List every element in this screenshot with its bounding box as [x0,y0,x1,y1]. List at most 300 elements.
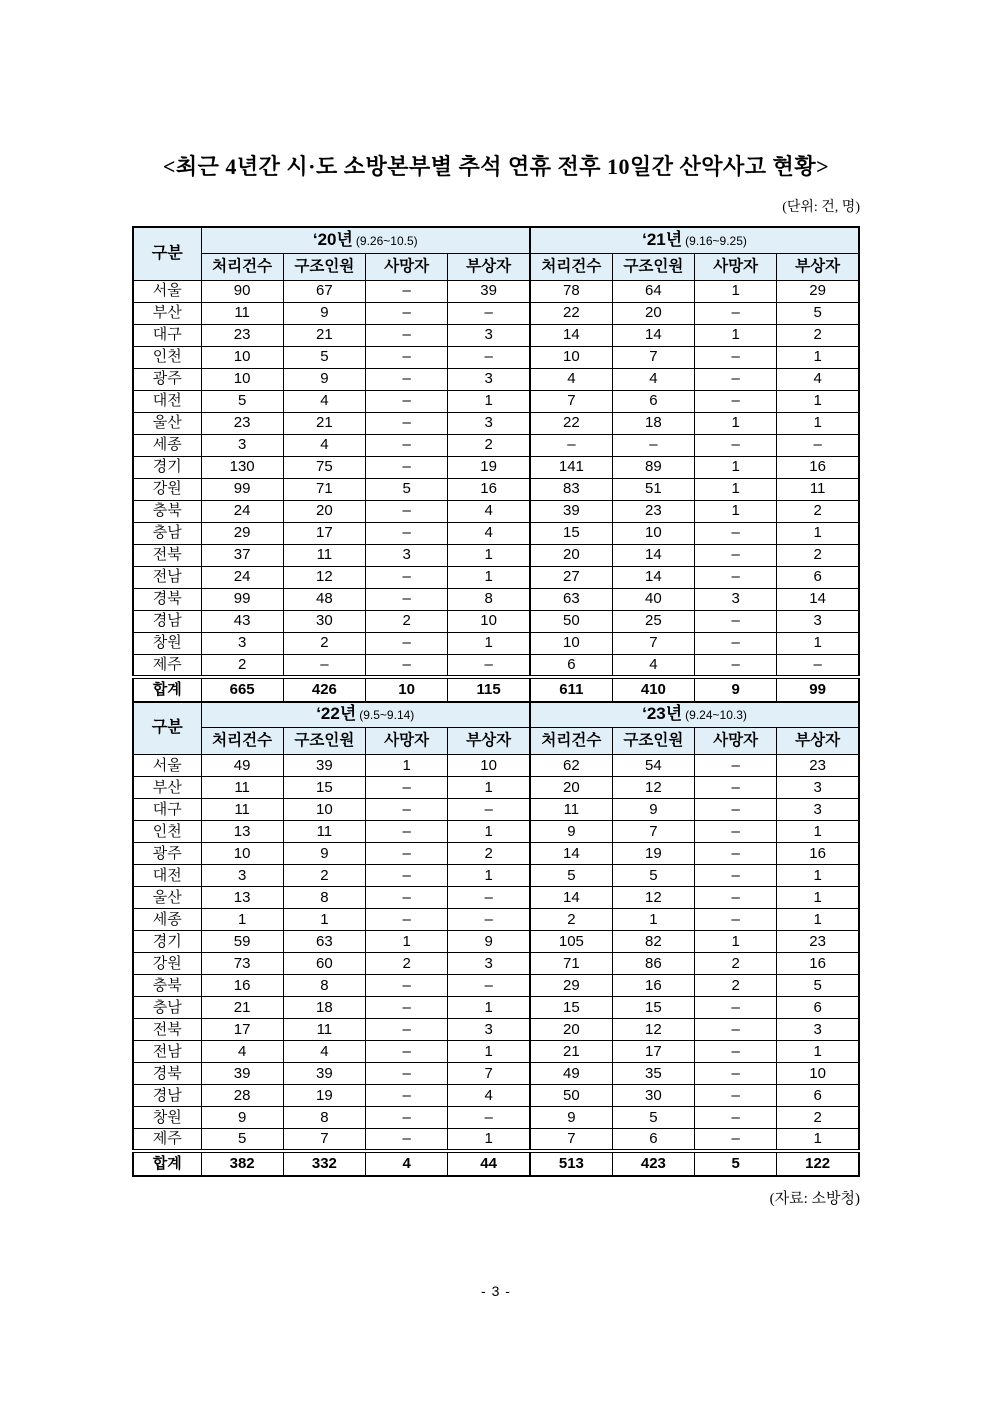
value-cell: 141 [530,456,612,478]
value-cell: 16 [777,843,859,865]
value-cell: 2 [201,654,283,677]
table-row [133,390,859,412]
source-note: (자료: 소방청) [769,1191,860,1207]
region-cell: 경기 [133,931,201,953]
value-cell: 2 [448,843,530,865]
content-area [132,196,860,1208]
value-cell: – [695,1019,777,1041]
value-cell: 24 [201,500,283,522]
year-header-row [133,227,859,253]
region-cell: 경남 [133,610,201,632]
value-cell: 7 [612,821,694,843]
value-cell: 21 [201,997,283,1019]
value-cell: 3 [201,632,283,654]
year-label: ‘22년 [316,704,357,724]
value-cell: 54 [612,755,694,777]
value-cell: 23 [777,755,859,777]
value-cell: – [695,522,777,544]
col-header-rescued: 구조인원 [283,728,365,755]
table-row [133,522,859,544]
value-cell: 1 [448,1129,530,1152]
region-cell: 충북 [133,500,201,522]
table-section-20-21 [133,227,859,702]
value-cell: – [366,1041,448,1063]
value-cell: – [448,909,530,931]
value-cell: – [695,368,777,390]
col-header-rescued: 구조인원 [283,253,365,280]
table-row [133,975,859,997]
value-cell: 22 [530,302,612,324]
value-cell: – [366,302,448,324]
value-cell: – [695,843,777,865]
value-cell: 22 [530,412,612,434]
table-row [133,777,859,799]
value-cell: 1 [612,909,694,931]
value-cell: 10 [201,368,283,390]
region-cell: 경북 [133,588,201,610]
total-value-cell: 115 [448,677,530,702]
value-cell: 2 [283,865,365,887]
value-cell: 14 [612,566,694,588]
value-cell: 15 [530,522,612,544]
table-section-22-23 [133,702,859,1177]
year-header-2022 [201,702,530,728]
value-cell: – [695,302,777,324]
value-cell: 12 [612,777,694,799]
table-row [133,566,859,588]
value-cell: 19 [283,1085,365,1107]
year-range: (9.16~9.25) [685,233,747,248]
region-cell: 세종 [133,909,201,931]
table-row [133,456,859,478]
value-cell: 10 [777,1063,859,1085]
value-cell: 11 [777,478,859,500]
value-cell: 1 [695,478,777,500]
value-cell: 37 [201,544,283,566]
value-cell: – [366,1129,448,1152]
region-cell: 경기 [133,456,201,478]
value-cell: 14 [530,887,612,909]
value-cell: 8 [283,1107,365,1129]
value-cell: 39 [283,755,365,777]
value-cell: 2 [777,500,859,522]
value-cell: 5 [366,478,448,500]
value-cell: – [366,997,448,1019]
value-cell: – [366,1085,448,1107]
table-row [133,280,859,302]
region-cell: 전남 [133,1041,201,1063]
value-cell: 35 [612,1063,694,1085]
value-cell: 3 [448,953,530,975]
value-cell: – [366,522,448,544]
year-header-2020 [201,227,530,253]
year-range: (9.26~10.5) [355,233,418,248]
total-value-cell: 332 [283,1151,365,1176]
region-cell: 충북 [133,975,201,997]
value-cell: – [448,887,530,909]
total-value-cell: 10 [366,677,448,702]
value-cell: – [695,887,777,909]
value-cell: 14 [612,324,694,346]
value-cell: 15 [612,997,694,1019]
value-cell: – [366,909,448,931]
total-value-cell: 5 [695,1151,777,1176]
value-cell: – [695,1107,777,1129]
value-cell: – [366,1107,448,1129]
value-cell: – [695,1085,777,1107]
value-cell: 1 [695,324,777,346]
value-cell: 4 [448,522,530,544]
value-cell: 15 [283,777,365,799]
value-cell: 12 [612,887,694,909]
value-cell: 16 [448,478,530,500]
table-row [133,1041,859,1063]
col-header-cases: 처리건수 [530,728,612,755]
value-cell: – [366,368,448,390]
table-row [133,1063,859,1085]
value-cell: 9 [283,302,365,324]
region-cell: 세종 [133,434,201,456]
value-cell: – [366,588,448,610]
value-cell: 3 [777,1019,859,1041]
value-cell: 1 [366,755,448,777]
region-cell: 서울 [133,280,201,302]
value-cell: 2 [777,1107,859,1129]
value-cell: 99 [201,478,283,500]
value-cell: 10 [448,755,530,777]
value-cell: 21 [283,412,365,434]
region-cell: 광주 [133,843,201,865]
region-cell: 부산 [133,302,201,324]
value-cell: 4 [448,1085,530,1107]
region-cell: 충남 [133,522,201,544]
value-cell: – [366,456,448,478]
value-cell: 20 [283,500,365,522]
value-cell: – [448,654,530,677]
table-row [133,997,859,1019]
value-cell: 1 [777,390,859,412]
region-cell: 대전 [133,390,201,412]
value-cell: 5 [777,975,859,997]
value-cell: 1 [777,632,859,654]
value-cell: 10 [283,799,365,821]
total-value-cell: 426 [283,677,365,702]
value-cell: 4 [448,500,530,522]
table-row [133,909,859,931]
value-cell: – [366,390,448,412]
value-cell: – [695,390,777,412]
value-cell: 23 [201,412,283,434]
value-cell: 4 [283,1041,365,1063]
value-cell: 83 [530,478,612,500]
value-cell: – [366,632,448,654]
value-cell: 15 [530,997,612,1019]
column-header-row [133,728,859,755]
value-cell: 89 [612,456,694,478]
value-cell: 1 [448,632,530,654]
value-cell: 3 [448,412,530,434]
value-cell: – [366,799,448,821]
col-header-injured: 부상자 [777,253,859,280]
value-cell: – [366,975,448,997]
value-cell: 1 [448,997,530,1019]
value-cell: 1 [448,821,530,843]
value-cell: 6 [612,1129,694,1152]
value-cell: 9 [201,1107,283,1129]
value-cell: 1 [695,280,777,302]
value-cell: 10 [530,632,612,654]
total-value-cell: 382 [201,1151,283,1176]
value-cell: 5 [283,346,365,368]
value-cell: 9 [448,931,530,953]
value-cell: 14 [777,588,859,610]
value-cell: – [366,887,448,909]
value-cell: 5 [530,865,612,887]
value-cell: 2 [366,953,448,975]
value-cell: 2 [283,632,365,654]
table-row [133,1107,859,1129]
value-cell: 51 [612,478,694,500]
value-cell: 30 [283,610,365,632]
region-cell: 울산 [133,887,201,909]
table-row [133,544,859,566]
total-value-cell: 44 [448,1151,530,1176]
value-cell: 11 [201,302,283,324]
value-cell: 49 [201,755,283,777]
value-cell: 1 [695,456,777,478]
value-cell: 1 [777,865,859,887]
value-cell: – [695,1129,777,1152]
year-label: ‘21년 [642,229,683,249]
value-cell: 3 [777,799,859,821]
value-cell: 4 [777,368,859,390]
value-cell: 30 [612,1085,694,1107]
col-header-deaths: 사망자 [695,728,777,755]
value-cell: 9 [283,368,365,390]
value-cell: 5 [612,1107,694,1129]
value-cell: 5 [612,865,694,887]
value-cell: 1 [777,821,859,843]
table-row [133,346,859,368]
region-cell: 강원 [133,953,201,975]
value-cell: 1 [777,522,859,544]
value-cell: 29 [201,522,283,544]
region-cell: 광주 [133,368,201,390]
col-header-injured: 부상자 [448,253,530,280]
value-cell: – [695,1041,777,1063]
value-cell: 105 [530,931,612,953]
value-cell: 2 [695,975,777,997]
table-row [133,632,859,654]
value-cell: 11 [283,544,365,566]
value-cell: 63 [530,588,612,610]
value-cell: 12 [612,1019,694,1041]
region-cell: 강원 [133,478,201,500]
value-cell: 17 [612,1041,694,1063]
value-cell: 27 [530,566,612,588]
total-value-cell: 99 [777,677,859,702]
value-cell: – [695,1063,777,1085]
year-range: (9.24~10.3) [685,708,747,723]
value-cell: 11 [201,777,283,799]
table-row [133,610,859,632]
region-cell: 울산 [133,412,201,434]
value-cell: 3 [448,1019,530,1041]
value-cell: 40 [612,588,694,610]
value-cell: – [366,1063,448,1085]
value-cell: 19 [448,456,530,478]
value-cell: 2 [695,953,777,975]
region-cell: 전북 [133,544,201,566]
value-cell: – [695,544,777,566]
value-cell: – [695,799,777,821]
region-cell: 부산 [133,777,201,799]
value-cell: 78 [530,280,612,302]
value-cell: – [366,434,448,456]
column-header-row [133,253,859,280]
total-value-cell: 9 [695,677,777,702]
table-row [133,887,859,909]
value-cell: 8 [283,975,365,997]
value-cell: 71 [283,478,365,500]
value-cell: 60 [283,953,365,975]
value-cell: 48 [283,588,365,610]
region-cell: 충남 [133,997,201,1019]
region-cell: 인천 [133,821,201,843]
value-cell: – [695,909,777,931]
col-header-cases: 처리건수 [201,253,283,280]
value-cell: 3 [777,777,859,799]
col-header-deaths: 사망자 [366,253,448,280]
total-label-cell: 합계 [133,1151,201,1176]
value-cell: 1 [777,412,859,434]
value-cell: 9 [283,843,365,865]
value-cell: – [366,777,448,799]
value-cell: 20 [530,1019,612,1041]
value-cell: 1 [777,909,859,931]
value-cell: 7 [530,1129,612,1152]
value-cell: 62 [530,755,612,777]
table-row [133,799,859,821]
value-cell: – [695,610,777,632]
value-cell: 50 [530,610,612,632]
total-row [133,1151,859,1176]
region-cell: 창원 [133,632,201,654]
value-cell: 4 [612,368,694,390]
value-cell: 9 [530,1107,612,1129]
value-cell: 39 [201,1063,283,1085]
value-cell: 21 [530,1041,612,1063]
value-cell: 2 [448,434,530,456]
value-cell: 9 [530,821,612,843]
value-cell: 1 [448,390,530,412]
value-cell: 9 [612,799,694,821]
value-cell: 2 [530,909,612,931]
value-cell: – [366,566,448,588]
table-row [133,953,859,975]
region-cell: 전북 [133,1019,201,1041]
value-cell: 24 [201,566,283,588]
value-cell: – [695,654,777,677]
value-cell: 4 [283,390,365,412]
value-cell: 82 [612,931,694,953]
value-cell: – [366,412,448,434]
col-header-deaths: 사망자 [366,728,448,755]
value-cell: – [366,346,448,368]
value-cell: 3 [201,434,283,456]
value-cell: 10 [201,843,283,865]
total-label-cell: 합계 [133,677,201,702]
value-cell: 1 [448,777,530,799]
value-cell: 13 [201,887,283,909]
value-cell: 16 [777,953,859,975]
value-cell: – [695,346,777,368]
value-cell: 14 [530,324,612,346]
region-cell: 경남 [133,1085,201,1107]
value-cell: – [448,799,530,821]
value-cell: 10 [612,522,694,544]
value-cell: – [695,434,777,456]
year-label: ‘20년 [312,229,353,249]
value-cell: 29 [777,280,859,302]
value-cell: – [366,1019,448,1041]
value-cell: 7 [612,346,694,368]
table-row [133,1019,859,1041]
value-cell: 11 [201,799,283,821]
value-cell: – [448,302,530,324]
table-row [133,821,859,843]
value-cell: 4 [530,368,612,390]
year-header-2021 [530,227,859,253]
region-cell: 창원 [133,1107,201,1129]
value-cell: 18 [612,412,694,434]
table-row [133,1085,859,1107]
total-value-cell: 611 [530,677,612,702]
value-cell: – [695,632,777,654]
value-cell: 14 [612,544,694,566]
value-cell: – [777,434,859,456]
value-cell: 75 [283,456,365,478]
table-row [133,434,859,456]
value-cell: – [530,434,612,456]
table-row [133,368,859,390]
value-cell: 1 [695,500,777,522]
value-cell: 28 [201,1085,283,1107]
year-header-row [133,702,859,728]
region-cell: 제주 [133,1129,201,1152]
col-header-cases: 처리건수 [201,728,283,755]
value-cell: 1 [777,1129,859,1152]
table-row [133,865,859,887]
year-header-2023 [530,702,859,728]
value-cell: 39 [283,1063,365,1085]
value-cell: 73 [201,953,283,975]
value-cell: – [366,500,448,522]
value-cell: 130 [201,456,283,478]
value-cell: 1 [448,566,530,588]
value-cell: – [366,865,448,887]
value-cell: 11 [283,821,365,843]
total-row [133,677,859,702]
value-cell: 59 [201,931,283,953]
region-cell: 제주 [133,654,201,677]
table-row [133,412,859,434]
value-cell: 10 [530,346,612,368]
value-cell: – [448,1107,530,1129]
value-cell: 63 [283,931,365,953]
value-cell: 2 [777,324,859,346]
value-cell: 20 [530,544,612,566]
